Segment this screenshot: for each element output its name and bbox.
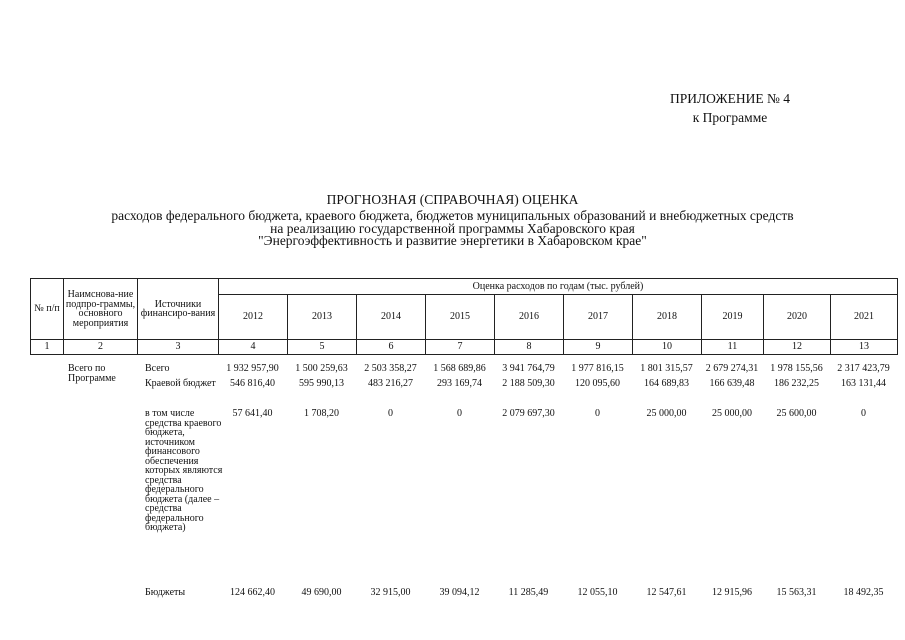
expense-value: 1 978 155,56 xyxy=(770,363,823,374)
funding-source: в том числе средства краевого бюджета, источником финансового обеспечения которых являются средства федерального бюджета (далее – средства федерального бюджета) xyxy=(145,408,223,533)
expense-value: 39 094,12 xyxy=(439,587,480,598)
year-header: 2021 xyxy=(831,295,898,340)
appendix-header xyxy=(670,89,790,127)
column-header-source: Источники финансиро-вания xyxy=(138,279,219,340)
document-title: ПРОГНОЗНАЯ (СПРАВОЧНАЯ) ОЦЕНКА xyxy=(326,192,579,207)
column-number: 10 xyxy=(633,340,702,355)
column-number: 2 xyxy=(64,340,138,355)
expense-value: 1 708,20 xyxy=(304,408,339,419)
expense-value: 12 547,61 xyxy=(646,587,687,598)
expense-value: 1 932 957,90 xyxy=(226,363,279,374)
expense-value: 164 689,83 xyxy=(644,378,689,389)
column-number: 7 xyxy=(426,340,495,355)
column-number: 1 xyxy=(31,340,64,355)
column-header-estimate: Оценка расходов по годам (тыс. рублей) xyxy=(219,279,898,295)
year-header: 2013 xyxy=(288,295,357,340)
column-number: 9 xyxy=(564,340,633,355)
appendix-reference: к Программе xyxy=(692,110,768,125)
expense-value: 595 990,13 xyxy=(299,378,344,389)
expense-value: 15 563,31 xyxy=(776,587,817,598)
funding-source: Краевой бюджет xyxy=(145,378,216,389)
year-header: 2020 xyxy=(764,295,831,340)
expense-value: 49 690,00 xyxy=(301,587,342,598)
column-header-number: № п/п xyxy=(31,279,64,340)
year-header: 2014 xyxy=(357,295,426,340)
expense-value: 166 639,48 xyxy=(709,378,755,389)
year-header: 2018 xyxy=(633,295,702,340)
expense-value: 0 xyxy=(861,408,866,419)
expense-value: 2 188 509,30 xyxy=(502,378,555,389)
expense-value: 2 079 697,30 xyxy=(502,408,555,419)
expense-value: 0 xyxy=(595,408,600,419)
expense-value: 0 xyxy=(388,408,393,419)
expense-value: 12 915,96 xyxy=(712,587,752,598)
subtitle-line: "Энергоэффективность и развитие энергетики в Хабаровском крае" xyxy=(258,233,647,248)
expense-value: 11 285,49 xyxy=(508,587,549,598)
expense-value: 120 095,60 xyxy=(575,378,620,389)
expense-value: 163 131,44 xyxy=(841,378,886,389)
expense-value: 1 568 689,86 xyxy=(433,363,486,374)
column-header-name: Наимснова-ние подпро-граммы, основного мероприятия xyxy=(64,279,138,340)
subtitle-line: на реализацию государственной программы Хабаровского края xyxy=(270,220,635,236)
year-header: 2016 xyxy=(495,295,564,340)
column-number: 3 xyxy=(138,340,219,355)
expense-value: 18 492,35 xyxy=(843,587,884,598)
expense-table-header xyxy=(30,278,898,355)
expense-value: 2 679 274,31 xyxy=(705,363,759,374)
year-header: 2017 xyxy=(564,295,633,340)
expense-value: 32 915,00 xyxy=(370,587,411,598)
column-number: 13 xyxy=(831,340,898,355)
year-header: 2015 xyxy=(426,295,495,340)
expense-value: 25 000,00 xyxy=(646,408,687,419)
expense-value: 186 232,25 xyxy=(774,378,819,389)
expense-value: 1 977 816,15 xyxy=(571,363,624,374)
column-number: 6 xyxy=(357,340,426,355)
column-number: 5 xyxy=(288,340,357,355)
expense-value: 1 801 315,57 xyxy=(640,363,693,374)
year-header: 2012 xyxy=(219,295,288,340)
expense-value: 12 055,10 xyxy=(577,587,618,598)
expense-value: 2 317 423,79 xyxy=(837,363,890,374)
expense-value: 546 816,40 xyxy=(230,378,275,389)
expense-value: 2 503 358,27 xyxy=(364,363,417,374)
expense-value: 124 662,40 xyxy=(230,587,275,598)
column-number: 11 xyxy=(702,340,764,355)
expense-value: 57 641,40 xyxy=(232,408,273,419)
expense-value: 483 216,27 xyxy=(368,378,413,389)
expense-value: 1 500 259,63 xyxy=(295,363,348,374)
expense-value: 25 000,00 xyxy=(712,408,752,419)
program-name: Всего по Программе xyxy=(68,363,116,384)
funding-source: Всего xyxy=(145,363,170,374)
column-number: 12 xyxy=(764,340,831,355)
expense-value: 3 941 764,79 xyxy=(502,363,555,374)
subtitle-line: расходов федерального бюджета, краевого бюджета, бюджетов муниципальных образований и внебюджетных средств xyxy=(111,208,794,223)
expense-value: 293 169,74 xyxy=(437,378,482,389)
funding-source: Бюджеты xyxy=(145,587,186,598)
column-number: 8 xyxy=(495,340,564,355)
year-header: 2019 xyxy=(702,295,764,340)
expense-value: 25 600,00 xyxy=(776,408,817,419)
appendix-number: ПРИЛОЖЕНИЕ № 4 xyxy=(669,91,790,106)
expense-value: 0 xyxy=(457,408,462,419)
column-number: 4 xyxy=(219,340,288,355)
document-subtitle xyxy=(0,210,905,248)
